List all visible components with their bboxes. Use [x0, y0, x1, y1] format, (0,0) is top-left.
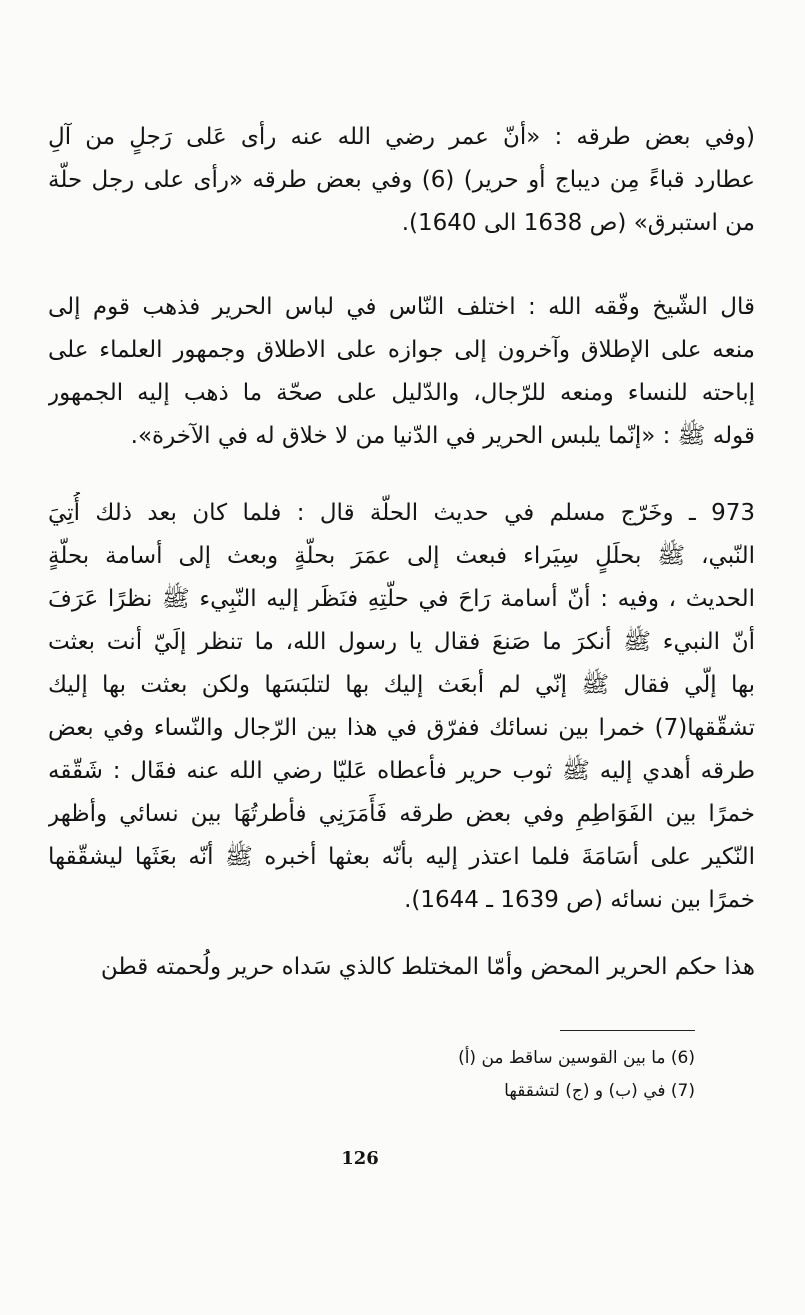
- text-line: منعه على الإطلاق وآخرون إلى جوازه على الاطلاق وجمهور العلماء على: [48, 337, 755, 363]
- text-line: خمرًا بين الفَوَاطِمِ وفي بعض طرقه فَأَمَرَنِي فأطرتُهَا بين نسائي وأظهر: [48, 801, 755, 827]
- text-line: الحديث ، وفيه : أنّ أسامة رَاحَ في حلّتِهِ فنَظَر إليه النّبِيء ﷺ نظرًا عَرَفَ: [48, 586, 755, 612]
- text-line: النّبي، ﷺ بحلَلٍ سِيَراء فبعث إلى عمَرَ بحلّةٍ وبعث إلى أسامة بحلّةٍ: [48, 543, 755, 569]
- footnote-7: (7) في (ب) و (ج) لتشققها: [504, 1081, 695, 1101]
- text-line: هذا حكم الحرير المحض وأمّا المختلط كالذي سَداه حرير ولُحمته قطن: [100, 954, 755, 980]
- text-line: بها إلّي فقال ﷺ إنّي لم أبعَث إليك بها لتلبَسَها ولكن بعثت بها إليك: [48, 672, 755, 698]
- text-line: أنّ النبيء ﷺ أنكرَ ما صَنعَ فقال يا رسول الله، ما تنظر إلَيّ أنت بعثت: [48, 629, 755, 655]
- text-line: طرقه أهدي إليه ﷺ ثوب حرير فأعطاه عَليّا رضي الله عنه فقَال : شَقّقه: [48, 758, 755, 784]
- footnote-separator: [560, 1030, 695, 1031]
- paragraph-1: [48, 116, 755, 245]
- text-line: من استبرق» (ص 1638 الى 1640).: [401, 210, 755, 236]
- text-line: عطارد قباءً مِن ديباج أو حرير) (6) وفي بعض طرقه «رأى على رجل حلّة: [48, 167, 755, 193]
- text-line: قال الشّيخ وفّقه الله : اختلف النّاس في لباس الحرير فذهب قوم إلى: [48, 294, 755, 320]
- text-line: قوله ﷺ : «إنّما يلبس الحرير في الدّنيا من لا خلاق له في الآخرة».: [130, 423, 755, 449]
- text-line: خمرًا بين نسائه (ص 1639 ـ 1644).: [404, 887, 755, 913]
- paragraph-3: [48, 492, 755, 922]
- text-line: (وفي بعض طرقه : «أنّ عمر رضي الله عنه رأى عَلى رَجلٍ من آلِ: [48, 124, 755, 150]
- footnotes: [300, 1042, 695, 1108]
- text-line: إباحته للنساء ومنعه للرّجال، والدّليل على صحّة ما ذهب إليه الجمهور: [48, 380, 755, 406]
- page-number: 126: [341, 1148, 379, 1169]
- paragraph-2: [48, 286, 755, 458]
- footnote-6: (6) ما بين القوسين ساقط من (أ): [458, 1048, 695, 1068]
- text-line: 973 ـ وخَرّج مسلم في حديث الحلّة قال : فلما كان بعد ذلك أُتِيَ: [48, 500, 755, 526]
- paragraph-4: [48, 946, 755, 989]
- text-line: النّكير على أسَامَةَ فلما اعتذر إليه بأنّه بعثها أخبره ﷺ أنّه بعَثَها ليشقّقها: [48, 844, 755, 870]
- text-line: تشقّقها(7) خمرا بين نسائك ففرّق في هذا بين الرّجال والنّساء وفي بعض: [48, 715, 755, 741]
